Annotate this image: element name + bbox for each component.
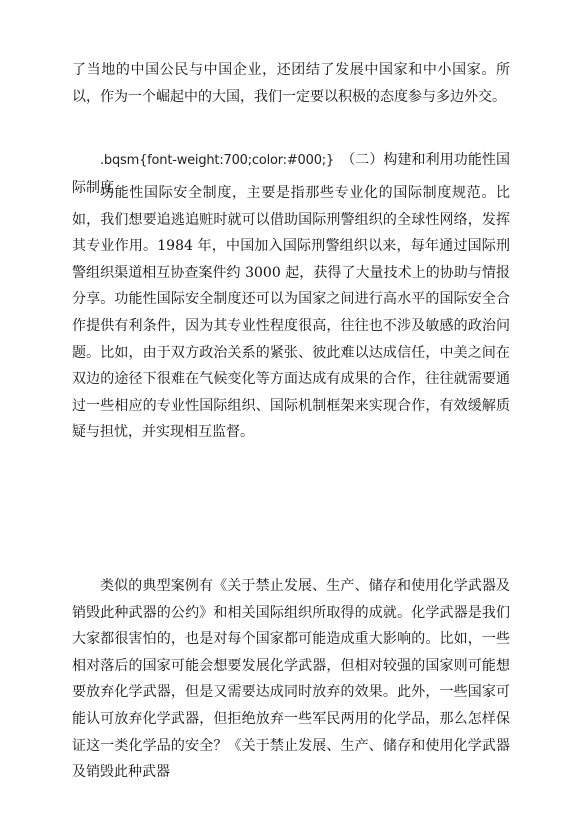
section-heading-text: （二）构建和利用功能性国际制度 [72, 152, 511, 196]
paragraph-chemical-weapons-case: 类似的典型案例有《关于禁止发展、生产、储存和使用化学武器及销毁此种武器的公约》和相关国际组织所取得的成就。化学武器是我们大家都很害怕的，也是对每个国家都可能造成重大影响的。比如，一些相对落后的国家可能会想要发展化学武器，但相对较强的国家则可能想要放弃化学武器，但是又需要达成同时放弃的效果。此外，一些国家可能认可放弃化学武器，但拒绝放弃一些军民两用的化学品，那么怎样保证这一类化学品的安全？《关于禁止发展、生产、储存和使用化学武器及销毁此种武器 [72, 578, 510, 781]
css-leak-text: .bqsm{font-weight:700;color:#000;} [100, 153, 335, 168]
paragraph-continuation: 了当地的中国公民与中国企业，还团结了发展中国家和中小国家。所以，作为一个崛起中的大国，我们一定要以积极的态度参与多边外交。 [72, 62, 510, 105]
paragraph-functional-institutions: 功能性国际安全制度，主要是指那些专业化的国际制度规范。比如，我们想要追逃追赃时就可以借助国际刑警组织的全球性网络，发挥其专业作用。1984 年，中国加入国际刑警组织以来，每年通过国际刑警组织渠道相互协查案件约 3000 起，获得了大量技术上的协助与情报分享。功能性国际安全制度还可以为国家之间进行高水平的国际安全合作提供有利条件，因为其专业性程度很高，往往也不涉及敏感的政治问题。比如，由于双方政治关系的紧张、彼此难以达成信任，中美之间在双边的途径下很难在气候变化等方面达成有成果的合作，往往就需要通过一些相应的专业性国际组织、国际机制框架来实现合作，有效缓解质疑与担忧，并实现相互监督。 [72, 185, 510, 441]
